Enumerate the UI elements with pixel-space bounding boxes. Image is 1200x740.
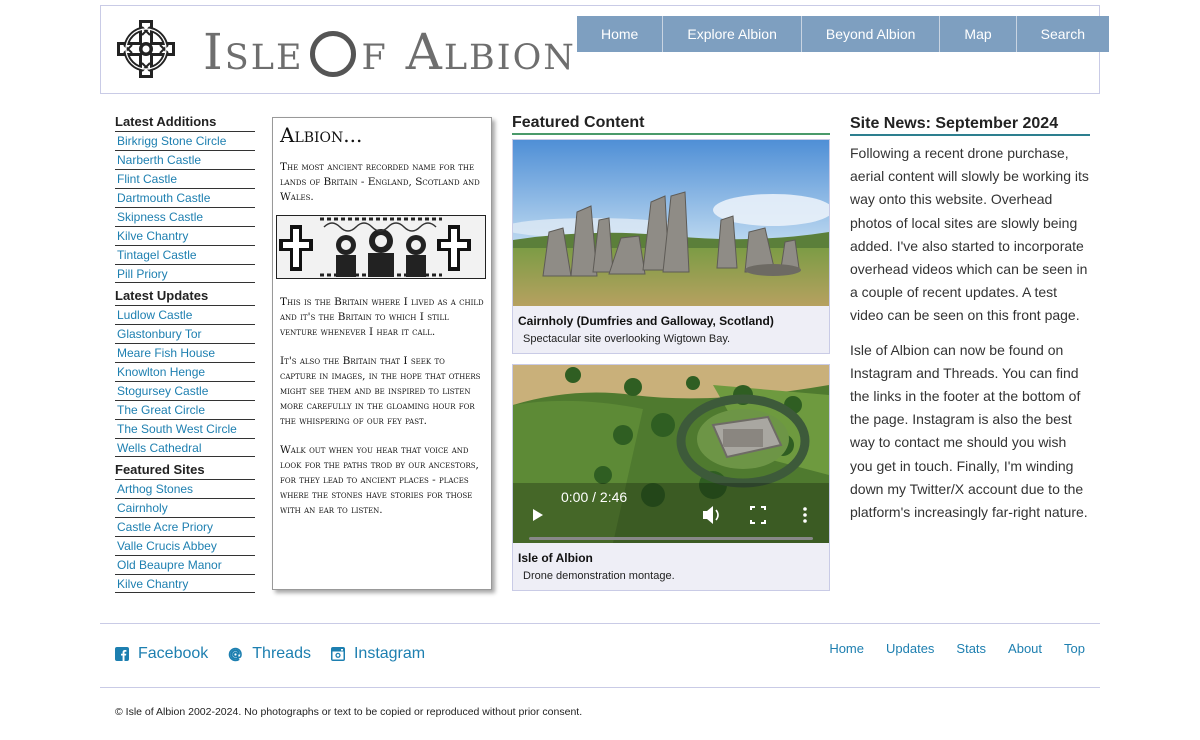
play-icon [533, 509, 543, 521]
albion-intro-card [272, 117, 492, 590]
albion-heading: Albion... [280, 123, 363, 147]
instagram-link[interactable] [331, 645, 425, 663]
feature-card-cairnholy[interactable] [512, 139, 830, 354]
site-link[interactable]: Flint Castle [117, 172, 178, 186]
nav-home[interactable]: Home [577, 16, 663, 52]
feature-subtitle: Drone demonstration montage. [523, 570, 675, 582]
site-title-part1: Isle [203, 23, 304, 81]
site-link[interactable]: Pill Priory [117, 267, 168, 281]
latest-additions-heading: Latest Additions [115, 114, 217, 129]
list-item[interactable] [115, 245, 255, 264]
main-nav [577, 16, 1109, 52]
site-news [850, 113, 1090, 535]
celtic-illumination-image [276, 215, 486, 279]
albion-paragraph: This is the Britain where I lived as a child and it's the Britain to which I still venture whenever I hear it call. [280, 296, 484, 338]
social-links [115, 645, 445, 663]
site-link[interactable]: Valle Crucis Abbey [117, 539, 217, 553]
title-ring-o [310, 31, 356, 77]
list-item[interactable] [115, 555, 255, 574]
footer-link-stats[interactable]: Stats [956, 641, 987, 656]
facebook-icon [115, 647, 129, 661]
volume-icon [703, 506, 718, 524]
albion-paragraph: Walk out when you hear that voice and look for the paths trod by our ancestors, for they lead to ancient places - places where the stones have stories for those with an ear to listen. [280, 444, 479, 516]
video-progress-bar [529, 537, 813, 540]
feature-title: Cairnholy (Dumfries and Galloway, Scotland) [518, 314, 774, 328]
list-item[interactable] [115, 536, 255, 555]
site-title-part3: f Albion [361, 23, 576, 81]
threads-icon [228, 647, 243, 662]
list-item[interactable] [115, 131, 255, 150]
site-link[interactable]: Stogursey Castle [117, 384, 209, 398]
feature-card-video[interactable] [512, 364, 830, 591]
instagram-label: Instagram [353, 645, 426, 662]
list-item[interactable] [115, 381, 255, 400]
nav-map[interactable]: Map [940, 16, 1016, 52]
feature-title: Isle of Albion [518, 551, 593, 565]
list-item[interactable] [115, 305, 255, 324]
fullscreen-icon [751, 507, 765, 523]
facebook-label: Facebook [138, 645, 209, 662]
featured-sites-heading: Featured Sites [115, 462, 205, 477]
site-link[interactable]: Knowlton Henge [117, 365, 206, 379]
list-item[interactable] [115, 207, 255, 226]
list-item[interactable] [115, 188, 255, 207]
site-link[interactable]: Cairnholy [117, 501, 168, 515]
nav-beyond-albion[interactable]: Beyond Albion [802, 16, 941, 52]
feature-subtitle: Spectacular site overlooking Wigtown Bay. [523, 333, 731, 345]
site-link[interactable]: Glastonbury Tor [117, 327, 202, 341]
site-link[interactable]: Wells Cathedral [117, 441, 202, 455]
site-header [100, 5, 1100, 94]
facebook-link[interactable] [115, 645, 208, 663]
site-link[interactable]: Narberth Castle [117, 153, 202, 167]
cairnholy-photo[interactable] [513, 140, 829, 306]
footer-link-about[interactable]: About [1008, 641, 1043, 656]
site-title[interactable] [203, 22, 576, 82]
site-news-heading: Site News: September 2024 [850, 113, 1090, 136]
threads-label: Threads [252, 645, 311, 662]
site-link[interactable]: Old Beaupre Manor [117, 558, 222, 572]
list-item[interactable] [115, 419, 255, 438]
site-link[interactable]: Castle Acre Priory [117, 520, 214, 534]
site-link[interactable]: The Great Circle [117, 403, 206, 417]
albion-paragraph: It's also the Britain that I seek to capture in images, in the hope that others might see them and be inspired to listen more carefully in the gloaming hour for the whispering of our fey past. [280, 355, 481, 427]
latest-additions-list [115, 131, 255, 283]
list-item[interactable] [115, 226, 255, 245]
video-time: 0:00 / 2:46 [561, 489, 628, 505]
left-sidebar [115, 113, 255, 593]
site-link[interactable]: Kilve Chantry [117, 229, 189, 243]
list-item[interactable] [115, 574, 255, 593]
news-paragraph: Following a recent drone purchase, aerial content will slowly be working its way onto this website. Overhead photos of local sites are slowly being added. I've also started to incorporate overhead videos which can be seen in a couple of recent updates. A test video can be seen on this front page. [850, 145, 1089, 324]
list-item[interactable] [115, 150, 255, 169]
list-item[interactable] [115, 438, 255, 457]
site-link[interactable]: Kilve Chantry [117, 577, 189, 591]
list-item[interactable] [115, 343, 255, 362]
more-options-icon [803, 507, 807, 523]
news-paragraph: Isle of Albion can now be found on Instagram and Threads. You can find the links in the footer at the bottom of the page. Instagram is also the best way to contact me should you wish you get in touch. Finally, I'm winding down my Twitter/X account due to the platform's increasingly far-right nature. [850, 341, 1088, 521]
site-link[interactable]: Meare Fish House [117, 346, 216, 360]
list-item[interactable] [115, 517, 255, 536]
site-link[interactable]: Arthog Stones [117, 482, 194, 496]
threads-link[interactable] [228, 645, 311, 663]
site-link[interactable]: Birkrigg Stone Circle [117, 134, 227, 148]
featured-content-heading: Featured Content [512, 113, 830, 135]
site-link[interactable]: Ludlow Castle [117, 308, 193, 322]
footer-link-home[interactable]: Home [829, 641, 864, 656]
list-item[interactable] [115, 400, 255, 419]
list-item[interactable] [115, 479, 255, 498]
list-item[interactable] [115, 264, 255, 283]
list-item[interactable] [115, 498, 255, 517]
site-link[interactable]: The South West Circle [117, 422, 237, 436]
footer-divider [100, 623, 1100, 624]
instagram-icon [331, 647, 345, 661]
featured-sites-list [115, 479, 255, 593]
footer-nav [807, 641, 1085, 656]
footer-divider [100, 687, 1100, 688]
nav-explore-albion[interactable]: Explore Albion [663, 16, 802, 52]
latest-updates-list [115, 305, 255, 457]
featured-content [512, 113, 830, 591]
list-item[interactable] [115, 324, 255, 343]
site-link[interactable]: Skipness Castle [117, 210, 204, 224]
list-item[interactable] [115, 169, 255, 188]
footer-link-top[interactable]: Top [1064, 641, 1085, 656]
footer-link-updates[interactable]: Updates [886, 641, 935, 656]
site-link[interactable]: Dartmouth Castle [117, 191, 211, 205]
celtic-cross-icon[interactable] [115, 18, 177, 80]
site-link[interactable]: Tintagel Castle [117, 248, 197, 262]
copyright-notice: © Isle of Albion 2002-2024. No photographs or text to be copied or reproduced without prior consent. [115, 706, 583, 718]
nav-search[interactable]: Search [1017, 16, 1109, 52]
list-item[interactable] [115, 362, 255, 381]
albion-paragraph: The most ancient recorded name for the lands of Britain - England, Scotland and Wales. [280, 161, 480, 203]
drone-video[interactable] [513, 365, 829, 543]
latest-updates-heading: Latest Updates [115, 288, 209, 303]
